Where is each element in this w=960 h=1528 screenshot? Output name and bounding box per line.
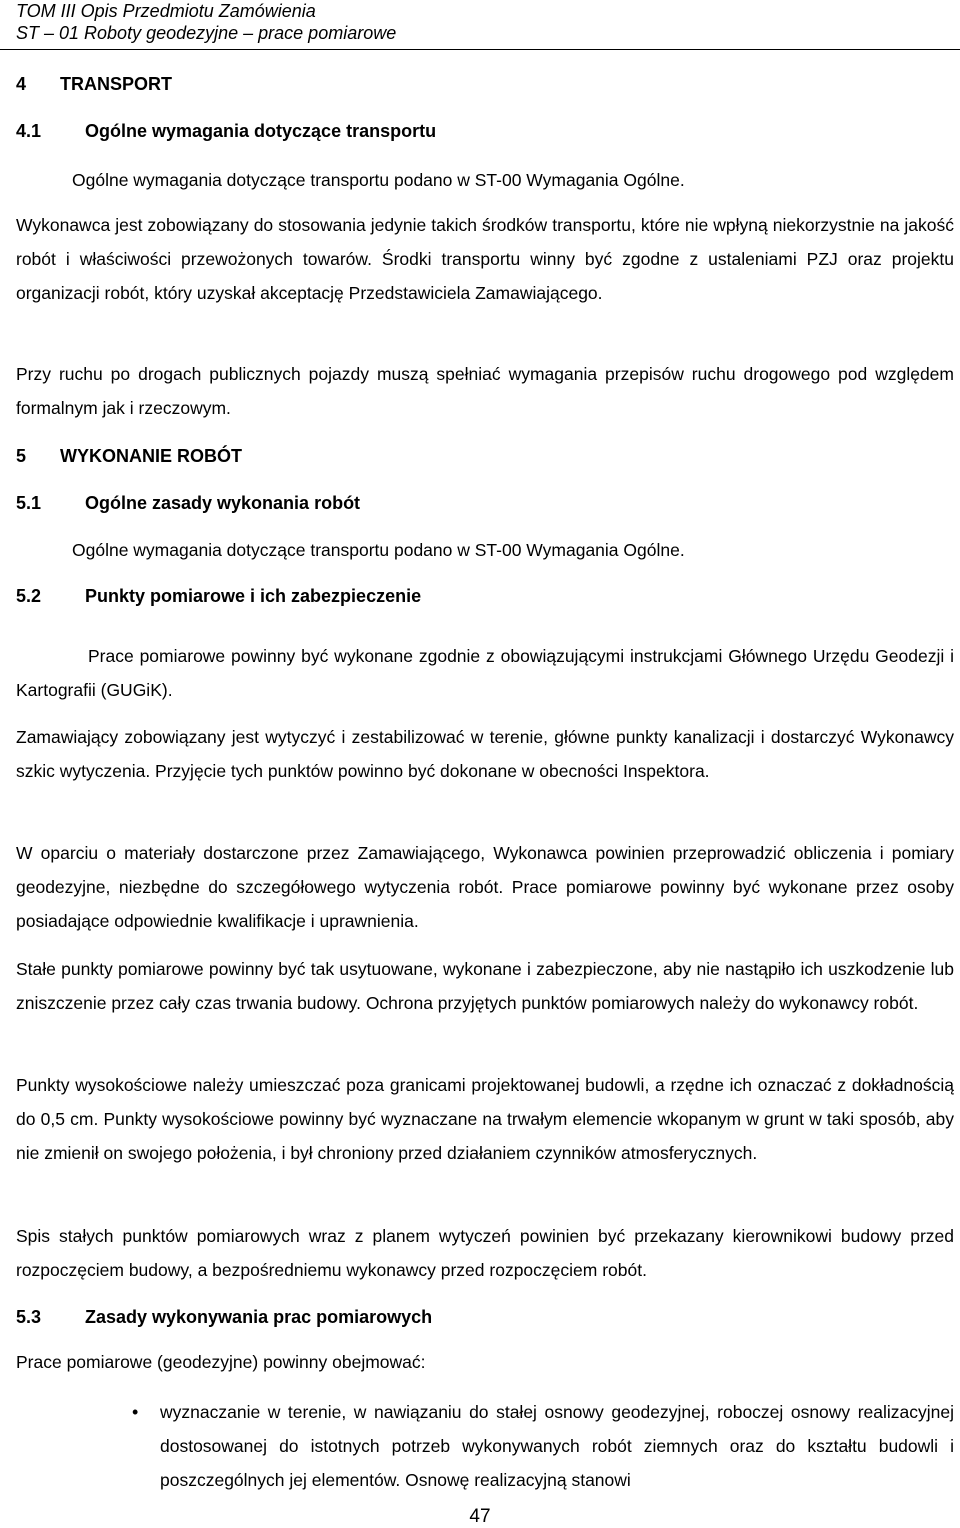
paragraph: Prace pomiarowe powinny być wykonane zgodnie z obowiązującymi instrukcjami Głównego Urzędu Geodezji i Kartografii (GUGiK). [16,646,954,700]
section-title: TRANSPORT [60,74,172,94]
bullet-dot: • [132,1402,139,1422]
paragraph: Prace pomiarowe (geodezyjne) powinny obejmować: [16,1352,426,1372]
paragraph: Spis stałych punktów pomiarowych wraz z planem wytyczeń powinien być przekazany kierownikowi budowy przed rozpoczęciem budowy, a bezpośredniemu wykonawcy przed rozpoczęciem robót. [16,1226,954,1280]
paragraph: Punkty wysokościowe należy umieszczać poza granicami projektowanej budowli, a rzędne ich oznaczać z dokładnością do 0,5 cm. Punkty wysokościowe powinny być wyznaczane na trwałym elemencie wkopanym w grunt w taki sposób, aby nie zmienił on swojego położenia, i był chroniony przed działaniem czynników atmosferycznych. [16,1075,954,1163]
section-5-3-heading [16,1306,432,1328]
section-4-heading [16,73,172,95]
section-5-2-heading [16,585,421,607]
section-5-heading [16,445,242,467]
header-volume-title: TOM III Opis Przedmiotu Zamówienia [16,1,316,21]
document-header [16,0,396,44]
section-number: 5 [16,446,27,466]
paragraph: Ogólne wymagania dotyczące transportu podano w ST-00 Wymagania Ogólne. [72,540,685,560]
list-item: wyznaczanie w terenie, w nawiązaniu do stałej osnowy geodezyjnej, roboczej osnowy realizacyjnej dostosowanej do istotnych potrzeb wykonywanych robót ziemnych oraz do kształtu budowli i poszczególnych jej elementów. Osnowę realizacyjną stanowi [160,1402,954,1490]
paragraph: Zamawiający zobowiązany jest wytyczyć i zestabilizować w terenie, główne punkty kanalizacji i dostarczyć Wykonawcy szkic wytyczenia. Przyjęcie tych punktów powinno być dokonane w obecności Inspektora. [16,727,954,781]
section-title: WYKONANIE ROBÓT [60,446,242,466]
section-5-1-heading [16,492,360,514]
section-4-1-heading [16,120,436,142]
section-number: 5.2 [16,586,42,606]
section-number: 4 [16,74,27,94]
section-number: 5.1 [16,493,42,513]
paragraph: Przy ruchu po drogach publicznych pojazdy muszą spełniać wymagania przepisów ruchu drogowego pod względem formalnym jak i rzeczowym. [16,364,954,418]
section-title: Zasady wykonywania prac pomiarowych [85,1307,433,1327]
paragraph: Wykonawca jest zobowiązany do stosowania jedynie takich środków transportu, które nie wpłyną niekorzystnie na jakość robót i właściwości przewożonych towarów. Środki transportu winny być zgodne z ustaleniami PZJ oraz projektu organizacji robót, który uzyskał akceptację Przedstawiciela Zamawiającego. [16,215,954,303]
section-title: Punkty pomiarowe i ich zabezpieczenie [85,586,422,606]
page-number: 47 [469,1506,491,1527]
section-title: Ogólne zasady wykonania robót [85,493,361,513]
section-number: 4.1 [16,121,42,141]
paragraph: W oparciu o materiały dostarczone przez Zamawiającego, Wykonawca powinien przeprowadzić obliczenia i pomiary geodezyjne, niezbędne do szczegółowego wytyczenia robót. Prace pomiarowe powinny być wykonane przez osoby posiadające odpowiednie kwalifikacje i uprawnienia. [16,843,954,931]
paragraph: Ogólne wymagania dotyczące transportu podano w ST-00 Wymagania Ogólne. [72,170,685,190]
paragraph: Stałe punkty pomiarowe powinny być tak usytuowane, wykonane i zabezpieczone, aby nie nastąpiło ich uszkodzenie lub zniszczenie przez cały czas trwania budowy. Ochrona przyjętych punktów pomiarowych należy do wykonawcy robót. [16,959,954,1013]
section-number: 5.3 [16,1307,42,1327]
header-spec-title: ST – 01 Roboty geodezyjne – prace pomiarowe [16,23,397,43]
header-divider [0,49,960,50]
section-title: Ogólne wymagania dotyczące transportu [85,121,437,141]
